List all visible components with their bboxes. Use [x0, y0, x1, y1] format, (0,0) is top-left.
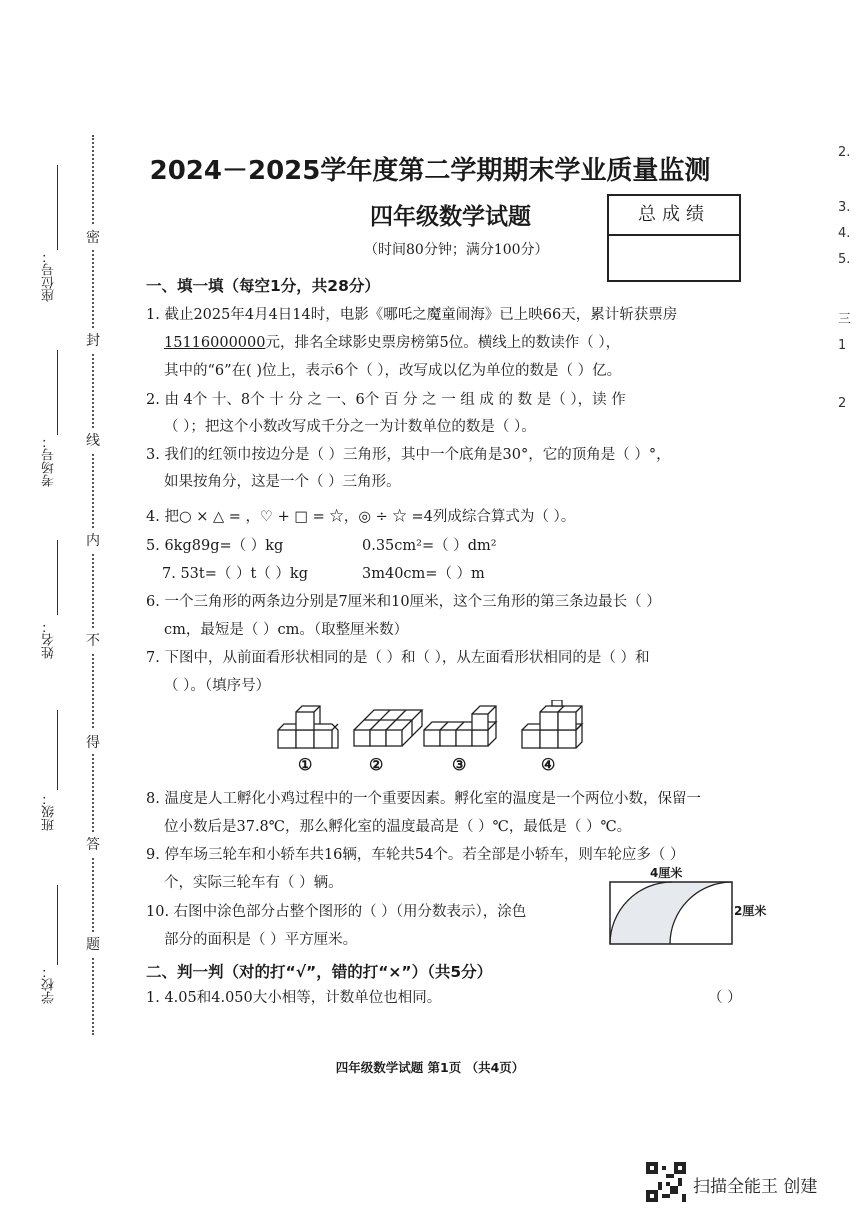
- q1-line2-text: 元，排名全球影史票房榜第5位。横线上的数读作（ ），: [265, 335, 621, 351]
- page-footer: 四年级数学试题 第1页 （共4页）: [335, 1060, 525, 1075]
- school-label: 学校：: [42, 965, 57, 1004]
- edge-text: 2.: [838, 145, 851, 160]
- cube-figure-3: [424, 706, 496, 746]
- edge-text: 5.: [838, 252, 851, 267]
- cube-label-3: ③: [452, 755, 467, 774]
- seal-dotted-line: [92, 135, 94, 1035]
- q8-line2: 位小数后是37.8℃，那么孵化室的温度最高是（ ）℃，最低是（ ）℃。: [164, 819, 632, 835]
- edge-text: 2: [838, 396, 847, 411]
- s2-q1-answer-paren: （ ）: [708, 990, 742, 1006]
- seat-label: 座位号：: [42, 250, 57, 302]
- cube-figures: [270, 700, 600, 760]
- cube-label-1: ①: [298, 755, 313, 774]
- q2-line1: 2. 由 4个 十、8个 十 分 之 一、6个 百 分 之 一 组 成 的 数 是（ ），读 作: [146, 392, 626, 408]
- seal-char: 封: [86, 328, 100, 352]
- edge-text: 4.: [838, 226, 851, 241]
- school-line: [57, 885, 58, 965]
- q3-line2: 如果按角分，这是一个（ ）三角形。: [164, 474, 401, 490]
- scanner-watermark: 扫描全能王 创建: [693, 1177, 818, 1197]
- exam-room-line: [57, 350, 58, 435]
- total-score-box: [607, 194, 741, 282]
- edge-text: 三: [838, 312, 852, 327]
- edge-text: 3.: [838, 200, 851, 215]
- exam-title: 2024－2025学年度第二学期期末学业质量监测: [149, 156, 711, 186]
- q5-b: 0.35cm²=（ ）dm²: [362, 538, 497, 554]
- cube-figure-1: [278, 706, 338, 748]
- name-label: 姓名：: [42, 620, 57, 659]
- edge-text: 1: [838, 338, 847, 353]
- cube-figure-4: [522, 700, 582, 748]
- exam-room-label: 考场号：: [42, 435, 57, 487]
- cube-label-2: ②: [369, 755, 384, 774]
- cube-figure-2: [354, 710, 422, 746]
- shaded-rectangle-figure: [608, 878, 734, 946]
- cube-label-4: ④: [541, 755, 556, 774]
- qr-code-icon: [646, 1162, 686, 1202]
- total-score-label: 总成绩: [609, 196, 739, 236]
- section-2-heading: 二、判一判（对的打“√”，错的打“×”）（共5分）: [146, 963, 493, 981]
- s2-q1-line: 1. 4.05和4.050大小相等，计数单位也相同。: [146, 990, 442, 1006]
- section-1-heading: 一、填一填（每空1分，共28分）: [146, 277, 380, 295]
- rect-width-label: 4厘米: [650, 866, 683, 880]
- q1-line1: 1. 截止2025年4月4日14时，电影《哪吒之魔童闹海》已上映66天，累计斩获票房: [146, 307, 678, 323]
- seal-char: 内: [86, 528, 100, 552]
- class-label: 班级：: [42, 792, 57, 831]
- q6-line1: 6. 一个三角形的两条边分别是7厘米和10厘米，这个三角形的第三条边最长（ ）: [146, 594, 661, 610]
- q5-c: 7. 53t=（ ）t（ ）kg: [162, 566, 308, 582]
- seal-char: 答: [86, 832, 100, 856]
- q10-line1: 10. 右图中涂色部分占整个图形的（ ）（用分数表示），涂色: [146, 904, 527, 920]
- rect-height-label: 2厘米: [734, 904, 767, 918]
- q6-line2: cm，最短是（ ）cm。（取整厘米数）: [164, 622, 409, 638]
- exam-subtitle: 四年级数学试题: [370, 204, 531, 230]
- name-line: [57, 540, 58, 615]
- seal-char: 线: [86, 428, 100, 452]
- seal-char: 题: [86, 932, 100, 956]
- q7-line1: 7. 下图中，从前面看形状相同的是（ ）和（ ），从左面看形状相同的是（ ）和: [146, 650, 650, 666]
- q3-line1: 3. 我们的红领巾按边分是（ ）三角形，其中一个底角是30°，它的顶角是（ ）°，: [146, 447, 671, 463]
- q4-line: 4. 把○ × △ = ，♡ + □ = ☆，◎ ÷ ☆ =4列成综合算式为（ ）。: [146, 509, 576, 525]
- q1-line2: [164, 333, 620, 353]
- seal-char: 密: [86, 225, 100, 249]
- q1-number: 15116000000: [164, 335, 266, 351]
- q2-line2: （ ）；把这个小数改写成千分之一为计数单位的数是（ ）。: [164, 419, 536, 435]
- class-line: [57, 710, 58, 790]
- seal-char: 不: [86, 628, 100, 652]
- q9-line1: 9. 停车场三轮车和小轿车共16辆，车轮共54个。若全部是小轿车，则车轮应多（ ）: [146, 847, 685, 863]
- q5-a: 5. 6kg89g=（ ）kg: [146, 538, 284, 554]
- q1-line3: 其中的“6”在( )位上，表示6个（ ），改写成以亿为单位的数是（ ）亿。: [164, 363, 622, 379]
- q9-line2: 个，实际三轮车有（ ）辆。: [164, 875, 343, 891]
- seal-char: 得: [86, 730, 100, 754]
- q10-line2: 部分的面积是（ ）平方厘米。: [164, 932, 358, 948]
- q5-d: 3m40cm=（ ）m: [362, 566, 485, 582]
- q8-line1: 8. 温度是人工孵化小鸡过程中的一个重要因素。孵化室的温度是一个两位小数，保留一: [146, 791, 701, 807]
- exam-info: （时间80分钟；满分100分）: [364, 242, 549, 258]
- q7-line2: （ ）。（填序号）: [164, 678, 271, 694]
